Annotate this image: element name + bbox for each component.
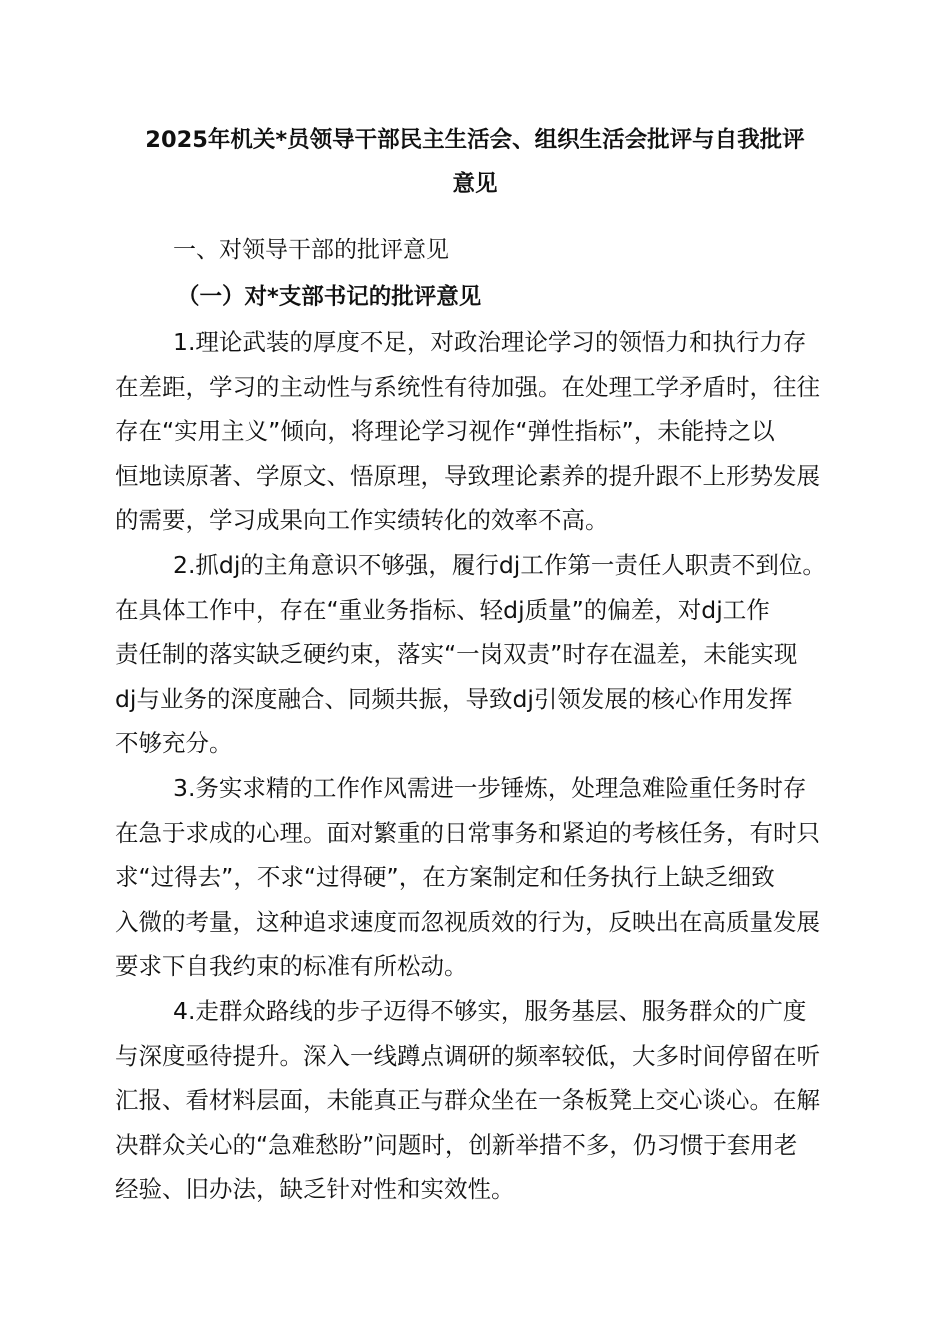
paragraph-line: 1.理论武装的厚度不足，对政治理论学习的领悟力和执行力存 xyxy=(173,328,807,356)
paragraph-line: 决群众关心的“急难愁盼”问题时，创新举措不多，仍习惯于套用老 xyxy=(115,1130,798,1159)
paragraph-line: 责任制的落实缺乏硬约束，落实“一岗双责”时存在温差，未能实现 xyxy=(115,640,798,669)
paragraph-line: 不够充分。 xyxy=(115,729,233,758)
paragraph-line: 与深度亟待提升。深入一线蹲点调研的频率较低，大多时间停留在听 xyxy=(115,1041,820,1070)
title-line: 意见 xyxy=(452,171,498,197)
paragraph-line: dj与业务的深度融合、同频共振，导致dj引领发展的核心作用发挥 xyxy=(115,684,793,713)
paragraph-line: 3.务实求精的工作作风需进一步锤炼，处理急难险重任务时存 xyxy=(173,773,807,802)
document-title xyxy=(100,118,850,206)
paragraph-3 xyxy=(115,766,840,989)
paragraph-line: 在差距，学习的主动性与系统性有待加强。在处理工学矛盾时，往往 xyxy=(115,372,820,401)
paragraph-1 xyxy=(115,320,840,543)
document-body xyxy=(115,226,840,1212)
paragraph-2 xyxy=(115,543,840,766)
paragraph-line: 在急于求成的心理。面对繁重的日常事务和紧迫的考核任务，有时只 xyxy=(115,818,820,847)
subsection-heading: （一）对*支部书记的批评意见 xyxy=(177,284,482,310)
paragraph-line: 入微的考量，这种追求速度而忽视质效的行为，反映出在高质量发展 xyxy=(115,907,820,936)
paragraph-line: 汇报、看材料层面，未能真正与群众坐在一条板凳上交心谈心。在解 xyxy=(115,1086,820,1115)
paragraph-line: 存在“实用主义”倾向，将理论学习视作“弹性指标”，未能持之以 xyxy=(115,417,775,446)
paragraph-line: 的需要，学习成果向工作实绩转化的效率不高。 xyxy=(115,506,609,535)
title-line: 2025年机关*员领导干部民主生活会、组织生活会批评与自我批评 xyxy=(145,127,805,153)
paragraph-line: 4.走群众路线的步子迈得不够实，服务基层、服务群众的广度 xyxy=(173,996,807,1025)
paragraph-line: 2.抓dj的主角意识不够强，履行dj工作第一责任人职责不到位。 xyxy=(173,550,826,579)
paragraph-line: 在具体工作中，存在“重业务指标、轻dj质量”的偏差，对dj工作 xyxy=(115,595,770,624)
paragraph-line: 求“过得去”，不求“过得硬”，在方案制定和任务执行上缺乏细致 xyxy=(115,863,775,892)
paragraph-line: 经验、旧办法，缺乏针对性和实效性。 xyxy=(115,1175,515,1204)
section-heading: 一、对领导干部的批评意见 xyxy=(173,237,449,263)
paragraph-line: 要求下自我约束的标准有所松动。 xyxy=(115,952,468,981)
paragraph-line: 恒地读原著、学原文、悟原理，导致理论素养的提升跟不上形势发展 xyxy=(115,461,820,490)
paragraph-4 xyxy=(115,989,840,1212)
